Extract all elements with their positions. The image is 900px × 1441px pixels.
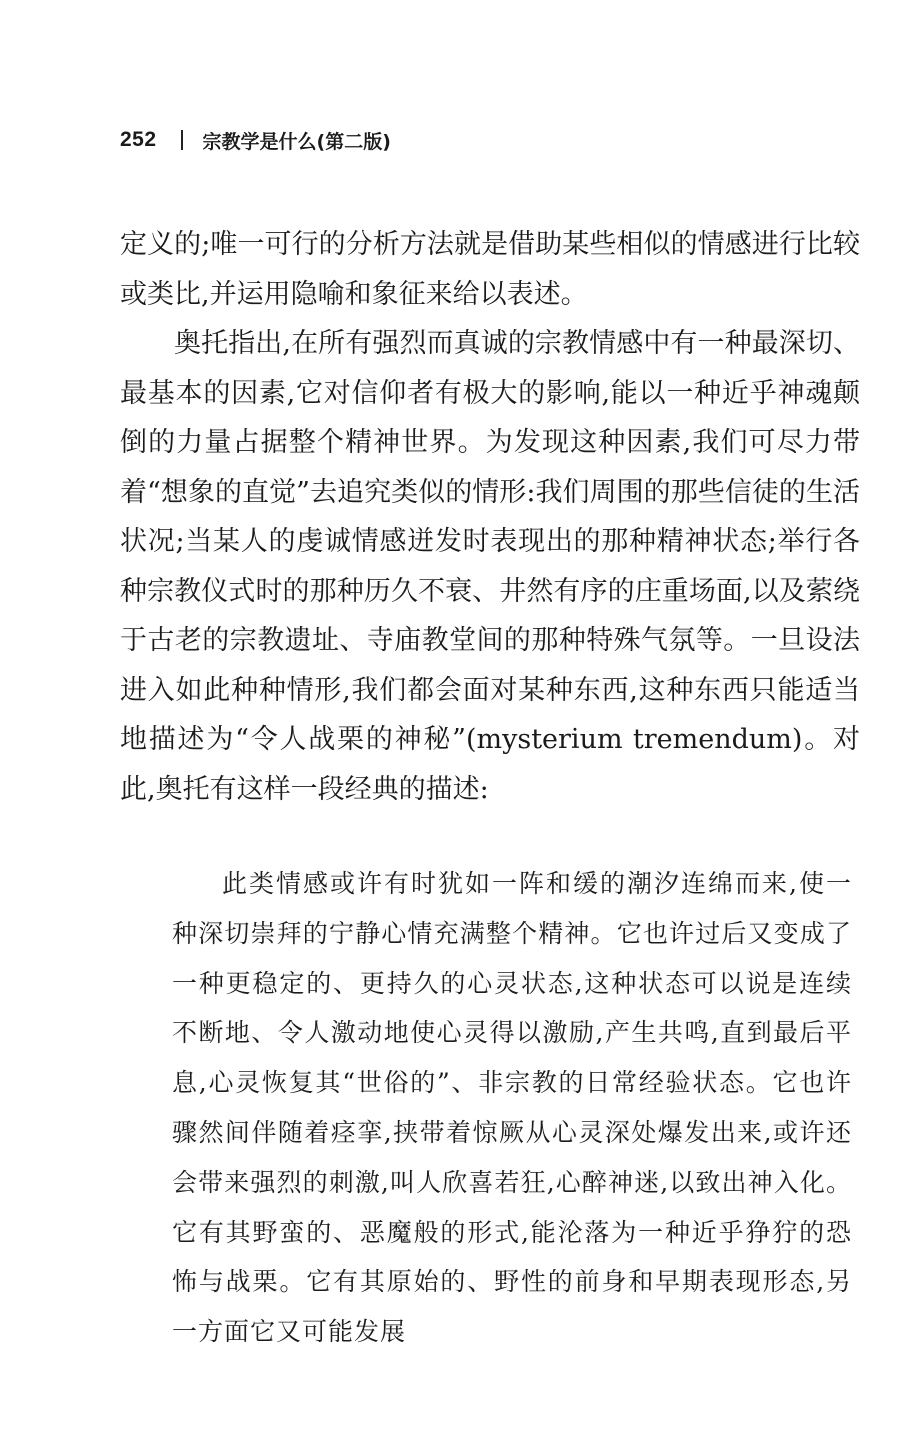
running-header [120, 124, 391, 156]
header-divider [181, 130, 183, 150]
book-title: 宗教学是什么(第二版) [202, 130, 391, 153]
page-number: 252 [120, 128, 157, 151]
paragraph-continued: 定义的;唯一可行的分析方法就是借助某些相似的情感进行比较或类比,并运用隐喻和象征来给以表述。 [120, 229, 860, 310]
main-text [120, 220, 860, 814]
block-quote [172, 859, 852, 1357]
quote-paragraph: 此类情感或许有时犹如一阵和缓的潮汐连绵而来,使一种深切崇拜的宁静心情充满整个精神。它也许过后又变成了一种更稳定的、更持久的心灵状态,这种状态可以说是连续不断地、令人激动地使心灵得以激励,产生共鸣,直到最后平息,心灵恢复其“世俗的”、非宗教的日常经验状态。它也许骤然间伴随着痉挛,挟带着惊厥从心灵深处爆发出来,或许还会带来强烈的刺激,叫人欣喜若狂,心醉神迷,以致出神入化。它有其野蛮的、恶魔般的形式,能沦落为一种近乎狰狞的恐怖与战栗。它有其原始的、野性的前身和早期表现形态,另一方面它又可能发展 [172, 869, 852, 1347]
paragraph-otto: 奥托指出,在所有强烈而真诚的宗教情感中有一种最深切、最基本的因素,它对信仰者有极大的影响,能以一种近乎神魂颠倒的力量占据整个精神世界。为发现这种因素,我们可尽力带着“想象的直觉”去追究类似的情形:我们周围的那些信徒的生活状况;当某人的虔诚情感迸发时表现出的那种精神状态;举行各种宗教仪式时的那种历久不衰、井然有序的庄重场面,以及萦绕于古老的宗教遗址、寺庙教堂间的那种特殊气氛等。一旦设法进入如此种种情形,我们都会面对某种东西,这种东西只能适当地描述为“令人战栗的神秘”(mysterium tremendum)。对此,奥托有这样一段经典的描述: [120, 328, 860, 805]
